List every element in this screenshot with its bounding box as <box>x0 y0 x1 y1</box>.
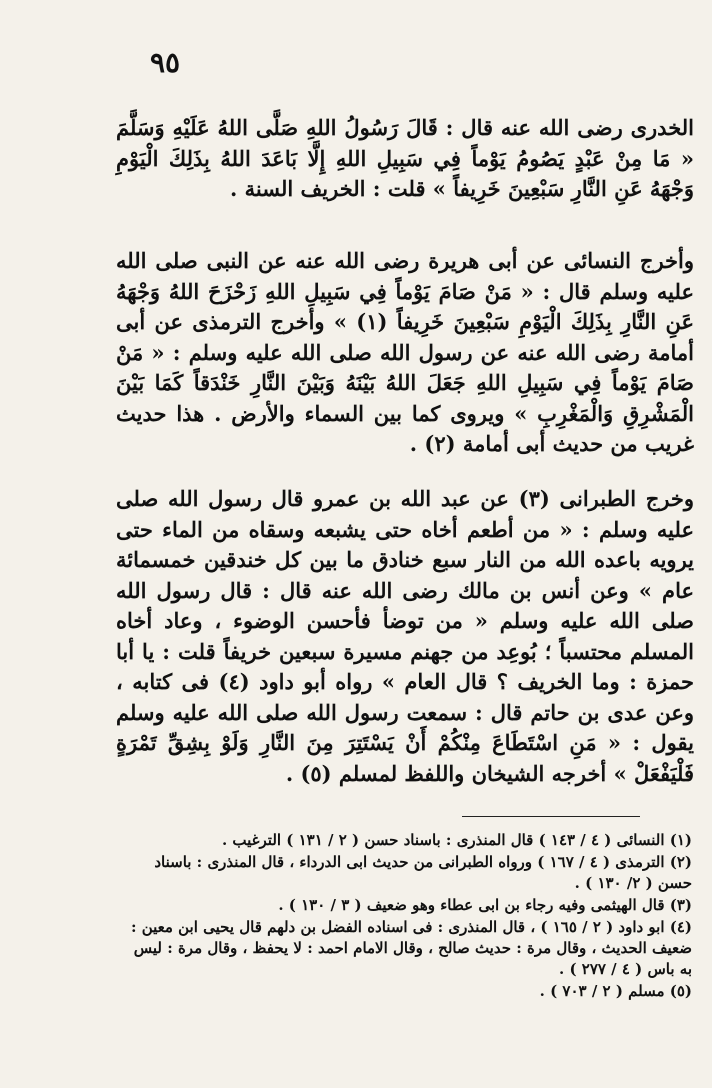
paragraph-text: الخدرى رضى الله عنه قال : قَالَ رَسُولُ اللهِ صَلَّى اللهُ عَلَيْهِ وَسَلَّمَ « مَا مِنْ عَبْدٍ يَصُومُ يَوْماً فِي سَبِيلِ اللهِ إِلَّا بَاعَدَ اللهُ بِذَلِكَ الْيَوْمِ وَجْهَهُ عَنِ النَّارِ سَبْعِينَ خَرِيفاً » قلت : الخريف السنة . <box>116 115 694 201</box>
footnotes <box>118 830 692 1003</box>
page-number: ٩٥ <box>150 46 181 79</box>
footnote-divider <box>462 816 640 817</box>
footnote-3: (٣) قال الهيثمى وفيه رجاء بن ابى عطاء وهو ضعيف ( ٣ / ١٣٠ ) . <box>278 896 692 914</box>
paragraph-3 <box>116 484 694 789</box>
paragraph-text: وخرج الطبرانى (٣) عن عبد الله بن عمرو قال رسول الله صلى عليه وسلم : « من أطعم أخاه حتى يشبعه وسقاه من الماء حتى يرويه باعده الله من النار سبع خنادق ما بين كل خندقين خمسمائة عام » وعن أنس بن مالك رضى الله عنه قال : قال رسول الله صلى الله عليه وسلم « من توضأ فأحسن الوضوء ، وعاد أخاه المسلم محتسباً ؛ بُوعِد من جهنم مسيرة سبعين خريفاً قلت : يا أبا حمزة : وما الخريف ؟ قال العام » رواه أبو داود (٤) فى كتابه ، وعن عدى بن حاتم قال : سمعت رسول الله صلى الله عليه وسلم يقول : « مَنِ اسْتَطَاعَ مِنْكُمْ أَنْ يَسْتَتِرَ مِنَ النَّارِ وَلَوْ بِشِقِّ تَمْرَةٍ فَلْيَفْعَلْ » أخرجه الشيخان واللفظ لمسلم (٥) . <box>116 486 695 786</box>
footnote-2: (٢) الترمذى ( ٤ / ١٦٧ ) ورواه الطبرانى من حديث ابى الدرداء ، قال المنذرى : باسناد حسن ( ٢/ ١٣٠ ) . <box>154 853 692 892</box>
footnote-5: (٥) مسلم ( ٢ / ٧٠٣ ) . <box>539 982 692 1000</box>
paragraph-1 <box>116 113 694 205</box>
footnote-1: (١) النسائى ( ٤ / ١٤٣ ) قال المنذرى : باسناد حسن ( ٢ / ١٣١ ) الترغيب . <box>221 831 692 849</box>
paragraph-text: وأخرج النسائى عن أبى هريرة رضى الله عنه عن النبى صلى الله عليه وسلم قال : « مَنْ صَامَ يَوْماً فِي سَبِيلِ اللهِ زَحْزَحَ اللهُ وَجْهَهُ عَنِ النَّارِ بِذَلِكَ الْيَوْمِ سَبْعِينَ خَرِيفاً (١) » وأخرج الترمذى عن أبى أمامة رضى الله عنه عن رسول الله صلى الله عليه وسلم : « مَنْ صَامَ يَوْماً فِي سَبِيلِ اللهِ جَعَلَ اللهُ بَيْنَهُ وَبَيْنَ النَّارِ خَنْدَقاً كَمَا بَيْنَ الْمَشْرِقِ وَالْمَغْرِبِ » ويروى كما بين السماء والأرض . هذا حديث غريب من حديث أبى أمامة (٢) . <box>116 248 695 456</box>
footnote-4: (٤) ابو داود ( ٢ / ١٦٥ ) ، قال المنذرى : فى اسناده الفضل بن دلهم قال يحيى ابن معين : ضعيف الحديث ، وقال مرة : حديث صالح ، وقال الامام احمد : لا يحفظ ، وقال مرة : ليس به باس ( ٤ / ٢٧٧ ) . <box>130 918 692 978</box>
paragraph-2 <box>116 246 694 460</box>
